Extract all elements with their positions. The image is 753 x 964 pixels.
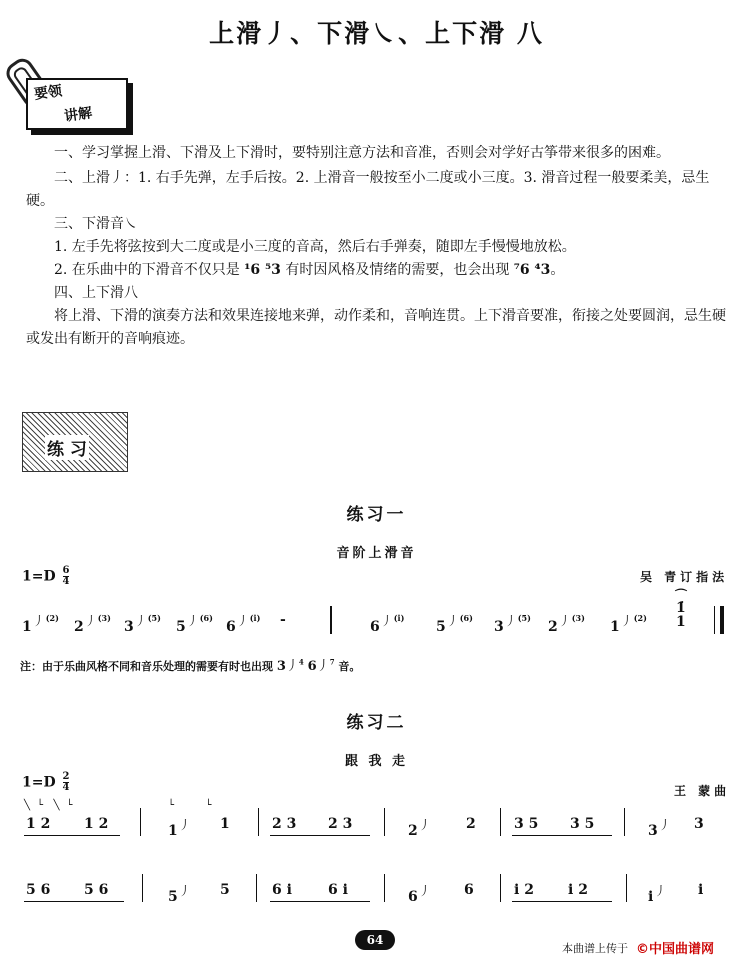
- ex2-note: 5丿: [168, 884, 191, 905]
- footnote-pre: 注：由于乐曲风格不同和音乐处理的需要有时也出现: [20, 660, 273, 673]
- ex2-note: i: [698, 882, 704, 898]
- footnote-example1: 3丿$^4$: [276, 657, 304, 674]
- exercise1-footnote: [20, 655, 360, 674]
- exercise2-key-text: 1=D: [22, 774, 56, 791]
- site-logo-icon: ©: [636, 942, 649, 957]
- exercise1-credit: 吴 青订指法: [640, 570, 729, 584]
- practice-badge-label: 练 习: [45, 435, 89, 460]
- exercise1-key-text: 1=D: [22, 568, 56, 585]
- explanation-p4: 1. 左手先将弦按到大二度或是小三度的音高，然后右手弹奏，随即左手慢慢地放松。: [54, 239, 576, 255]
- exercise1-key: [22, 566, 69, 587]
- ex1-note: 1丿$^{(2)}$: [610, 613, 647, 635]
- exercise1-time-bottom: 4: [62, 576, 70, 587]
- ex2-note: 2 3: [272, 816, 297, 832]
- explanation-block: [26, 142, 736, 351]
- barline: [384, 874, 385, 902]
- explanation-p3: 三、下滑音㇏: [54, 216, 138, 232]
- beam-underline: [270, 900, 370, 902]
- fermata-icon: ⌒: [675, 588, 688, 602]
- ex2-note: 1丿: [168, 818, 191, 839]
- barline: [384, 808, 385, 836]
- ex2-note: 3: [694, 816, 704, 832]
- final-barline-thick: [720, 606, 724, 634]
- ex2-note: 2 3: [328, 816, 353, 832]
- p5-example2: ⁷6 ⁴3: [513, 262, 551, 278]
- final-barline-thin: [714, 606, 715, 634]
- ex2-note: i 2: [568, 882, 588, 898]
- explanation-p7: 将上滑、下滑的演奏方法和效果连接地来弹，动作柔和，音响连贯。上下滑音要准，衔接之处要圆润，忌生硬或发出有断开的音响痕迹。: [26, 308, 726, 347]
- ex2-note: 1 2: [26, 816, 51, 832]
- ex2-note: i丿: [648, 884, 667, 905]
- p5-mid: 有时因风格及情绪的需要，也会出现: [285, 262, 510, 278]
- barline: [624, 808, 625, 836]
- explanation-p5: [26, 259, 736, 282]
- p5-example1: ¹6 ⁵3: [244, 262, 281, 278]
- badge-line2: 讲解: [63, 105, 94, 125]
- explanation-p1: 一、学习掌握上滑、下滑及上下滑时，要特别注意方法和音准，否则会对学好古筝带来很多的困难。: [54, 145, 670, 161]
- exercise1-heading: 练习一: [346, 505, 407, 525]
- ex1-note: 6丿$^{(i)}$: [370, 613, 405, 635]
- ex2-note: 5: [220, 882, 230, 898]
- ex2-note: 6 i: [328, 882, 348, 898]
- exercise2-subtitle: 跟 我 走: [344, 754, 409, 769]
- ex2-note: 2: [466, 816, 476, 832]
- ex1-fermata-note: 1̇: [676, 600, 686, 616]
- exercise2-time-top: 2: [62, 771, 70, 782]
- exercise1-time-signature: [63, 566, 70, 587]
- ex1-note: 2丿$^{(3)}$: [548, 613, 585, 635]
- beam-underline: [24, 900, 124, 902]
- ex1-dash: -: [280, 612, 286, 628]
- beam-underline: [270, 834, 370, 836]
- ex1-note: 3丿$^{(5)}$: [494, 613, 531, 635]
- practice-badge: [22, 412, 128, 472]
- ex2-note: 1: [220, 816, 230, 832]
- ex1-note: 3丿$^{(5)}$: [124, 613, 161, 635]
- ex2-note: i 2: [514, 882, 534, 898]
- beam-underline: [512, 900, 612, 902]
- exercise2-credit: 王 蒙曲: [674, 784, 731, 798]
- ex2-note: 6: [464, 882, 474, 898]
- footnote-end: 音。: [338, 660, 361, 673]
- ex2-note: 3 5: [514, 816, 539, 832]
- ex2-note: 3 5: [570, 816, 595, 832]
- exercise2-key: [22, 772, 69, 793]
- explanation-p2: 二、上滑丿：1. 右手先弹，左手后按。2. 上滑音一般按至小二度或小三度。3. 滑音过程一般要柔美，忌生硬。: [26, 170, 710, 209]
- ex1-note: 1丿$^{(2)}$: [22, 613, 59, 635]
- p5-pre: 2. 在乐曲中的下滑音不仅只是: [54, 262, 240, 278]
- exercise1-subtitle: 音阶上滑音: [336, 546, 417, 561]
- barline: [500, 874, 501, 902]
- ex2-note: 1 2: [84, 816, 109, 832]
- ex2-note: 2丿: [408, 818, 431, 839]
- beam-underline: [512, 834, 612, 836]
- ex1-note: 6丿$^{(i)}$: [226, 613, 261, 635]
- ex2-note: 5 6: [26, 882, 51, 898]
- p5-end: 。: [550, 262, 565, 278]
- ex1-note: 5丿$^{(6)}$: [176, 613, 213, 635]
- explanation-p6: 四、上下滑八: [54, 285, 138, 301]
- exercise2-heading: 练习二: [346, 713, 407, 733]
- section-badge: [26, 78, 128, 130]
- ex1-note: 2丿$^{(3)}$: [74, 613, 111, 635]
- site-logo[interactable]: [636, 938, 714, 957]
- badge-line1: 要领: [33, 83, 64, 103]
- site-logo-text: 中国曲谱网: [649, 942, 715, 957]
- barline: [626, 874, 627, 902]
- barline: [330, 606, 332, 634]
- beam-underline: [24, 834, 120, 836]
- barline: [258, 808, 259, 836]
- upload-text: 本曲谱上传于: [562, 942, 628, 955]
- ex2-note: 5 6: [84, 882, 109, 898]
- exercise2-time-signature: [63, 772, 70, 793]
- ex2-note: 6丿: [408, 884, 431, 905]
- ex1-note: 5丿$^{(6)}$: [436, 613, 473, 635]
- exercise2-time-bottom: 4: [62, 782, 70, 793]
- barline: [256, 874, 257, 902]
- barline: [500, 808, 501, 836]
- footnote-example2: 6丿$^7$: [307, 657, 335, 674]
- ex1-final-note: 1: [676, 614, 686, 630]
- ornament-icon: └ └: [168, 800, 212, 811]
- barline: [140, 808, 141, 836]
- ex2-note: 6 i: [272, 882, 292, 898]
- page-number: 64: [355, 930, 395, 950]
- exercise1-time-top: 6: [62, 565, 70, 576]
- ex2-note: 3丿: [648, 818, 671, 839]
- ornament-icon: ╲ └ ╲ └: [24, 800, 73, 811]
- page-title: 上滑丿、下滑㇏、上下滑 八: [209, 19, 544, 48]
- barline: [142, 874, 143, 902]
